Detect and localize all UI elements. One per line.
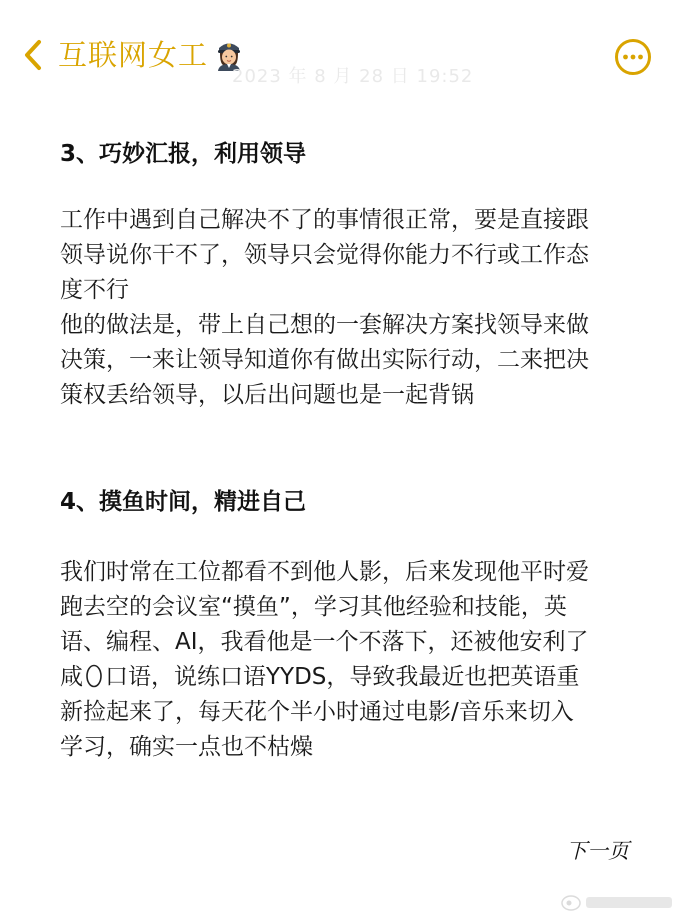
paragraph-line: 决策，一来让领导知道你有做出实际行动，二来把决	[60, 347, 589, 373]
paragraph-line-text: 口语，说练口语YYDS，导致我最近也把英语重	[105, 664, 580, 690]
paragraph-line: 度不行	[60, 277, 129, 303]
egg-icon	[85, 661, 103, 689]
paragraph-line: 工作中遇到自己解决不了的事情很正常，要是直接跟	[60, 207, 589, 233]
chevron-left-icon	[20, 38, 46, 72]
next-page-link[interactable]: 下一页	[566, 839, 629, 863]
account-name-text: 互联网女工	[58, 38, 209, 72]
back-button[interactable]	[20, 38, 46, 72]
more-dots-icon	[614, 38, 652, 76]
section-paragraph	[60, 555, 650, 765]
paragraph-line-with-icon	[60, 660, 650, 695]
paragraph-line: 我们时常在工位都看不到他人影，后来发现他平时爱	[60, 559, 589, 585]
more-options-button[interactable]	[614, 38, 652, 76]
section-heading: 3、巧妙汇报，利用领导	[60, 141, 307, 167]
top-bar	[0, 0, 690, 110]
paragraph-line: 新捡起来了，每天花个半小时通过电影/音乐来切入	[60, 699, 574, 725]
paragraph-line: 策权丢给领导，以后出问题也是一起背锅	[60, 382, 474, 408]
paragraph-line: 他的做法是，带上自己想的一套解决方案找领导来做	[60, 312, 589, 338]
section-paragraph	[60, 203, 650, 413]
paragraph-line: 跑去空的会议室“摸鱼”，学习其他经验和技能，英	[60, 594, 567, 620]
watermark-logo	[560, 890, 678, 914]
inline-text-prefix: 咸	[60, 664, 83, 690]
post-timestamp: 2023 年 8 月 28 日 19:52	[232, 66, 474, 87]
paragraph-line: 学习，确实一点也不枯燥	[60, 734, 313, 760]
account-name[interactable]	[58, 36, 246, 74]
paragraph-line: 领导说你干不了，领导只会觉得你能力不行或工作态	[60, 242, 589, 268]
section-heading: 4、摸鱼时间，精进自己	[60, 489, 307, 515]
paragraph-line: 语、编程、AI，我看他是一个不落下，还被他安利了	[60, 629, 589, 655]
